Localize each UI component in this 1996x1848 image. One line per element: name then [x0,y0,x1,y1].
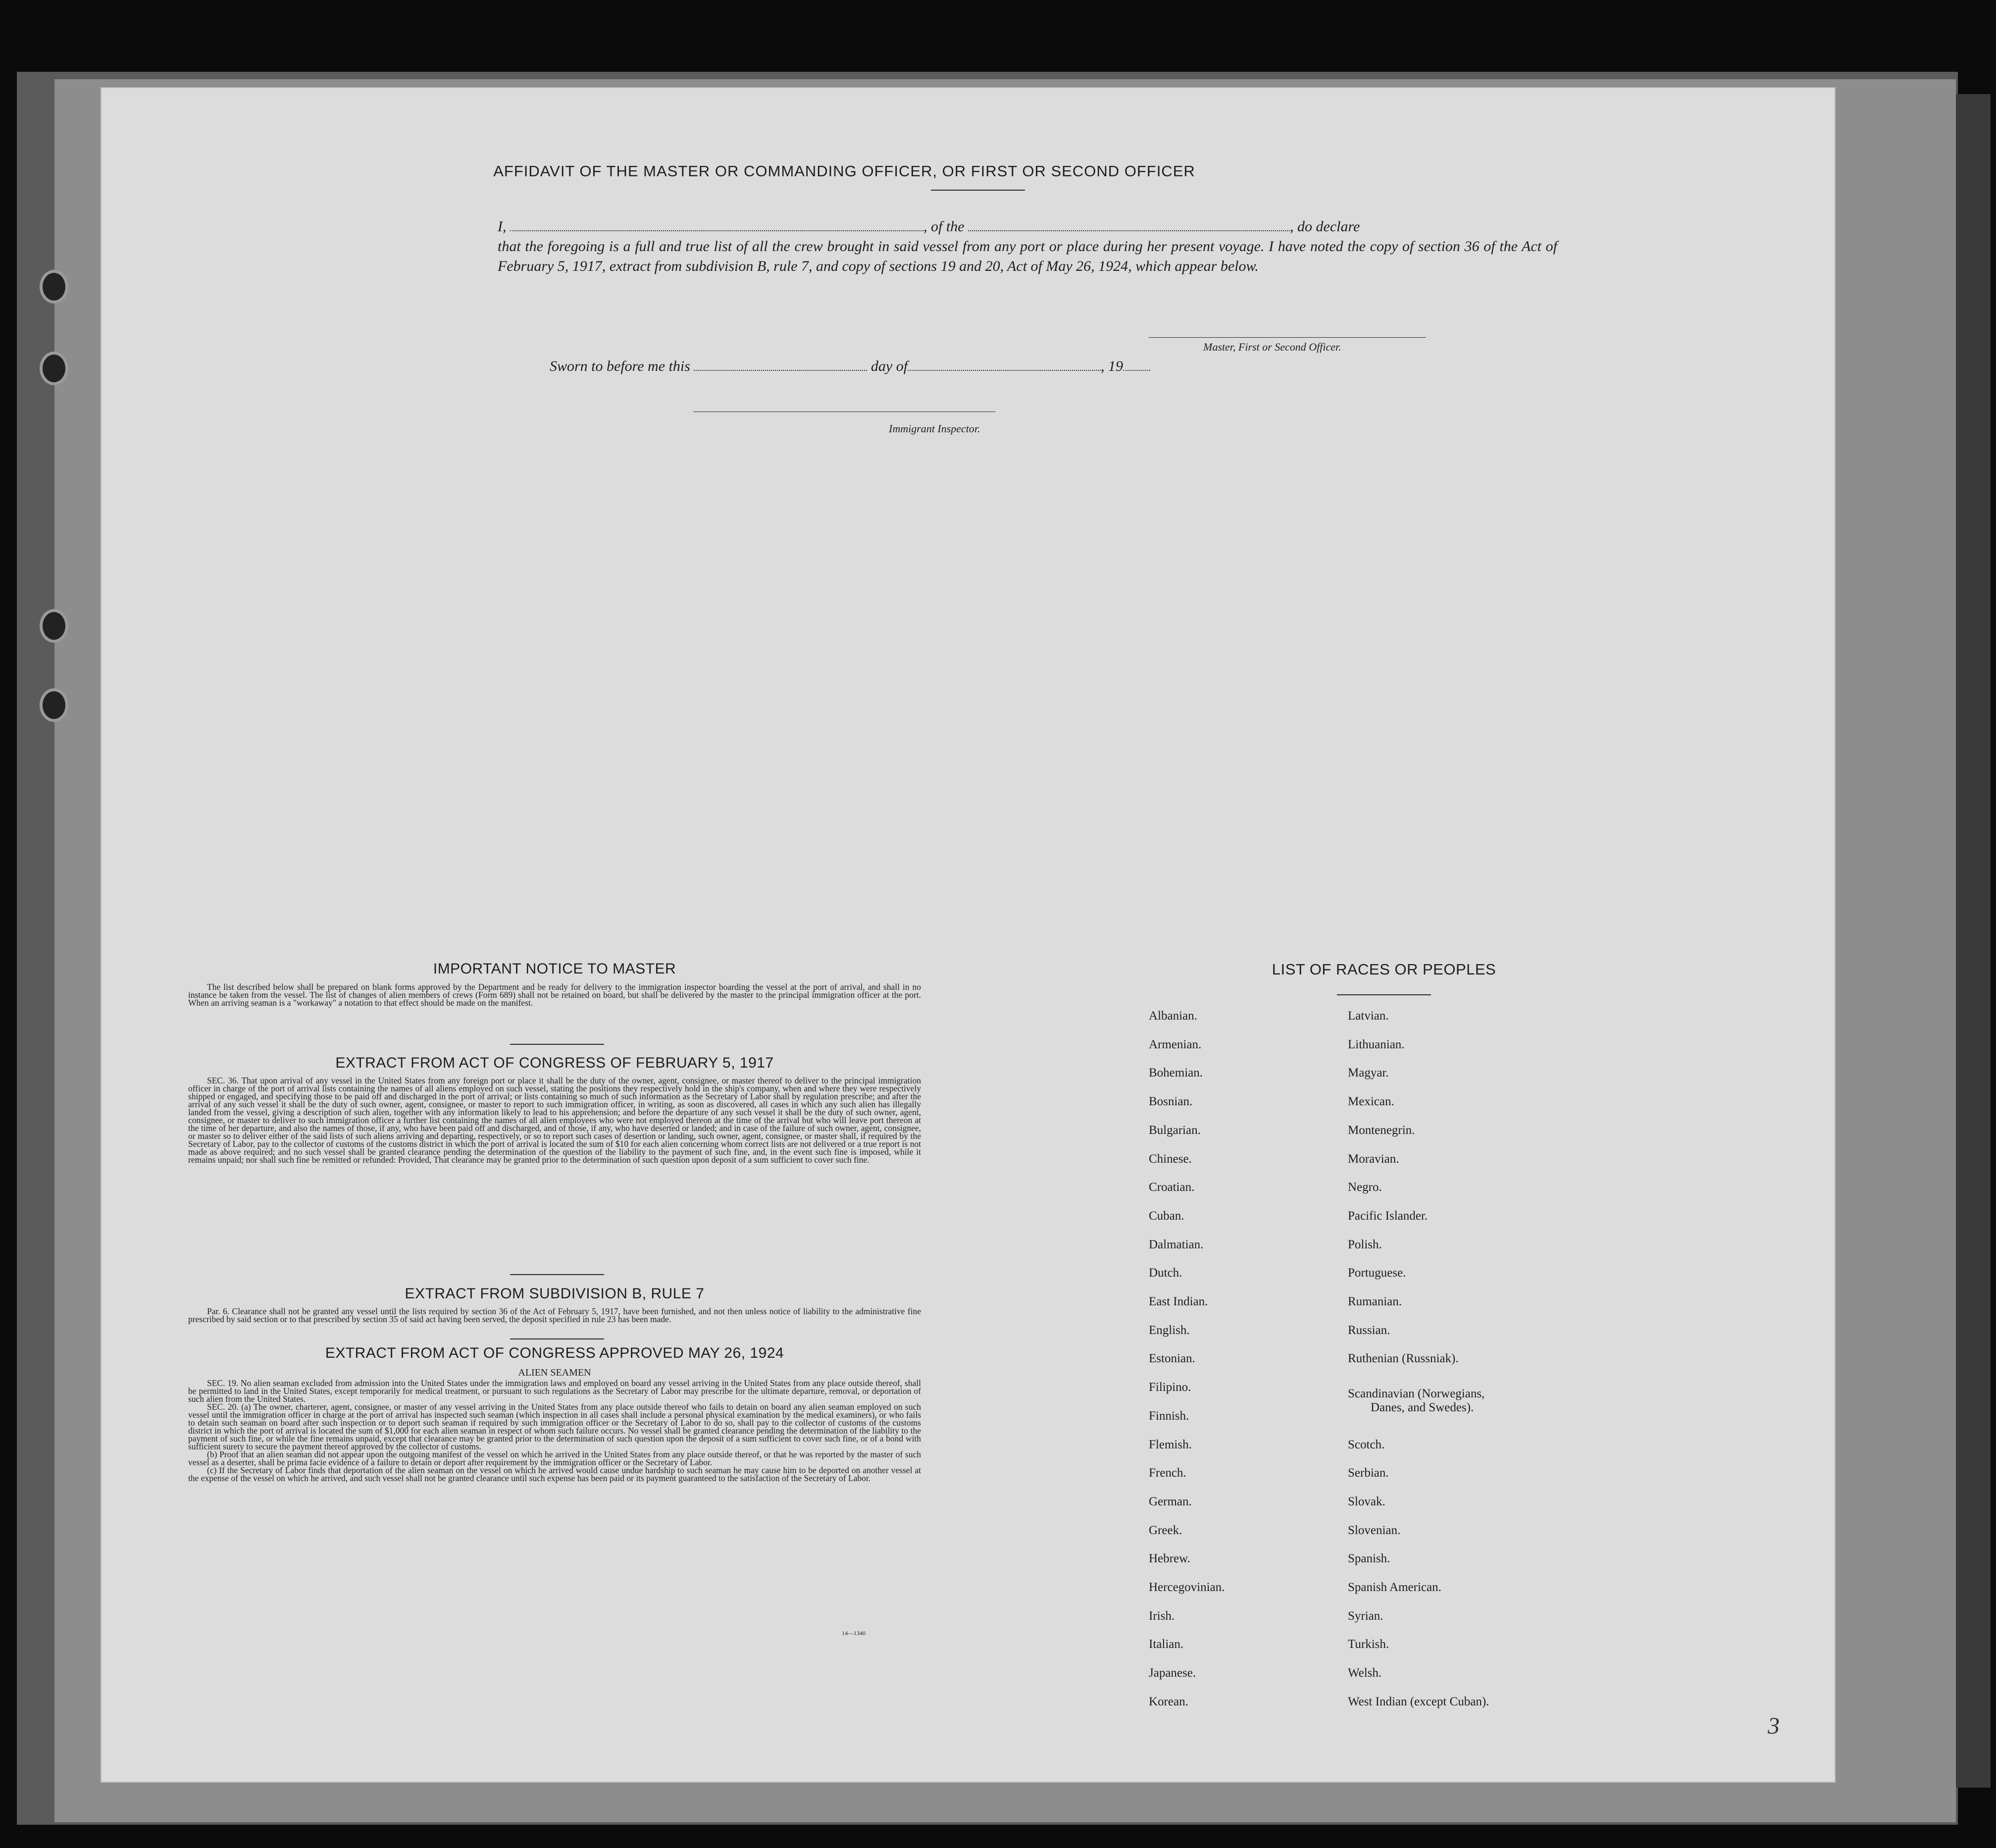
section-36-paragraph: SEC. 36. That upon arrival of any vessel in the United States from any foreign port or place it shall be the duty of the owner, agent, consignee, or master thereof to deliver to the principal immigration officer in charge of the port of arrival lists containing the names of all aliens employed on such vessel, stating the positions they respectively hold in the ship's company, when and where they were respectively shipped or engaged, and specifying those to be paid off and discharged in the port of arrival; or lists containing so much of such information as the Secretary of Labor shall by regulation prescribe; and after the arrival of any such vessel it shall be the duty of such owner, agent, consignee, or master to report to such immigration officer, in writing, as soon as discovered, all cases in which any such alien has illegally landed from the vessel, giving a description of such alien, together with any information likely to lead to his apprehension; and before the departure of any such vessel it shall be the duty of such owner, agent, consignee, or master to deliver to such immigration officer a further list containing the names of all alien employees who were not employed thereon at the time of the arrival but who will leave port thereon at the time of her departure, and also the names of those, if any, who have been paid off and discharged, and of those, if any, who have deserted or landed; and in case of the failure of such owner, agent, consignee, or master so to deliver either of the said lists of such aliens arriving and departing, respectively, or so to report such cases of desertion or landing, such owner, agent, consignee, or master shall, if required by the Secretary of Labor, pay to the collector of customs of the customs district in which the port of arrival is located the sum of $10 for each alien concerning whom correct lists are not delivered or a true report is not made as above required; and no such vessel shall be granted clearance pending the determination of the question of the liability to the payment of such fine, and, in the event such fine is imposed, while it remains unpaid; nor shall such fine be remitted or refunded: Provided, That clearance may be granted prior to the determination of such question upon deposit of a sum sufficient to cover such fine. [188,1076,921,1165]
divider [510,1338,604,1339]
race-item: French. [1149,1466,1186,1480]
race-item: Bulgarian. [1149,1124,1201,1137]
year-blank [1123,358,1150,371]
race-item: Dutch. [1149,1266,1182,1280]
race-item: Polish. [1348,1238,1382,1251]
race-item: Albanian. [1149,1009,1197,1023]
race-item: Latvian. [1348,1009,1389,1023]
race-item: Mexican. [1348,1095,1394,1108]
section-20b-paragraph: (b) Proof that an alien seaman did not appear upon the outgoing manifest of the vessel on which he arrived in the United States from any place outside thereof, or that he was reported by the master of such vessel as a deserter, shall be prima facie evidence of a failure to detain or deport after requirement by the immigration officer or the Secretary of Labor. [188,1449,921,1467]
race-item: Pacific Islander. [1348,1209,1428,1223]
binder-hole [40,688,68,722]
race-item: Bohemian. [1149,1066,1203,1079]
inspector-label: Immigrant Inspector. [889,422,980,435]
do-declare-label: , do declare [1290,218,1360,235]
race-item: Dalmatian. [1149,1238,1204,1251]
race-item: Rumanian. [1348,1295,1402,1308]
section-20c-paragraph: (c) If the Secretary of Labor finds that deportation of the alien seaman on the vessel on which he arrived would cause undue hardship to such seaman he may cause him to be deported on another vessel at the expense of the vessel on which he arrived, and such vessel shall not be granted clearance until such expense has been paid or its payment guaranteed to the satisfaction of the Secretary of Labor. [188,1465,921,1483]
year-label: , 19 [1101,358,1124,374]
race-item: Irish. [1149,1609,1175,1623]
race-item: Russian. [1348,1324,1390,1337]
race-item: Magyar. [1348,1066,1389,1079]
inspector-line [693,411,995,412]
race-item: German. [1149,1495,1192,1508]
race-item: Hebrew. [1149,1552,1190,1565]
race-item: Armenian. [1149,1038,1202,1051]
race-item: Greek. [1149,1524,1182,1537]
extract-1917-title: EXTRACT FROM ACT OF CONGRESS OF FEBRUARY 5, 1917 [335,1055,774,1071]
race-item: English. [1149,1324,1190,1337]
race-item: Scotch. [1348,1438,1385,1451]
section-19-paragraph: SEC. 19. No alien seaman excluded from admission into the United States under the immigration laws and employed on board any vessel arriving in the United States from any place outside thereof, shall be permitted to land in the United States, except temporarily for medical treatment, or pursuant to such regulations as the Secretary of Labor may prescribe for the ultimate departure, removal, or deportation of such alien from the United States. [188,1378,921,1404]
of-the-label: , of the [923,218,965,235]
race-item: Syrian. [1348,1609,1383,1623]
race-item: Danes, and Swedes). [1371,1401,1474,1414]
vessel-blank [968,217,1290,231]
races-title: LIST OF RACES OR PEOPLES [1272,961,1496,978]
extract-1924-title: EXTRACT FROM ACT OF CONGRESS APPROVED MAY 26, 1924 [325,1345,784,1361]
race-item: Croatian. [1149,1181,1195,1194]
race-item: West Indian (except Cuban). [1348,1695,1489,1708]
race-item: Scandinavian (Norwegians, [1348,1387,1485,1400]
rule-7-text [188,1307,921,1323]
handwritten-page-number: 3 [1768,1713,1780,1739]
sworn-line [550,358,1150,375]
race-item: Italian. [1149,1638,1184,1651]
race-item: Cuban. [1149,1209,1184,1223]
race-item: Moravian. [1348,1152,1399,1166]
race-item: Finnish. [1149,1409,1189,1423]
race-item: Montenegrin. [1348,1124,1415,1137]
race-item: East Indian. [1149,1295,1208,1308]
extract-1917-text [188,1077,921,1164]
alien-seamen-subtitle: ALIEN SEAMEN [518,1367,591,1378]
rule-7-title: EXTRACT FROM SUBDIVISION B, RULE 7 [405,1285,705,1302]
race-item: Turkish. [1348,1638,1389,1651]
signature-line [1149,337,1426,338]
race-item: Filipino. [1149,1381,1191,1394]
race-item: Lithuanian. [1348,1038,1405,1051]
binder-hole [40,270,68,304]
day-blank [694,358,867,371]
divider [510,1274,604,1275]
section-20a-paragraph: SEC. 20. (a) The owner, charterer, agent, consignee, or master of any vessel arriving in the United States from any place outside thereof who fails to detain on board any alien seaman employed on such vessel until the immigration officer in charge at the port of arrival has inspected such seaman (which inspection in all cases shall include a personal physical examination by the medical examiners), or who fails to detain such seaman on board after such inspection or to deport such seaman if required by such immigration officer or the Secretary of Labor to do so, shall pay to the collector of customs of the customs district in which the port of arrival is located the sum of $1,000 for each alien seaman in respect of whom such failure occurs. No vessel shall be granted clearance pending the determination of the liability to the payment of such fine, or while the fine remains unpaid, except that clearance may be granted prior to the determination of such question upon the deposit of a sum sufficient to cover such fine, or of a bond with sufficient surety to secure the payment thereof approved by the collector of customs. [188,1402,921,1451]
race-item: Slovenian. [1348,1524,1401,1537]
race-item: Flemish. [1149,1438,1192,1451]
name-blank [510,217,923,231]
notice-title: IMPORTANT NOTICE TO MASTER [433,961,676,977]
race-item: Slovak. [1348,1495,1385,1508]
binder-hole [40,609,68,643]
master-signature-label: Master, First or Second Officer. [1203,341,1341,353]
race-item: Spanish American. [1348,1581,1441,1594]
notice-paragraph: The list described below shall be prepared on blank forms approved by the Department and be ready for delivery to the immigration inspector boarding the vessel at the port of arrival, and shall in no instance be taken from the vessel. The list of changes of alien members of crews (Form 689) shall not be retained on board, but shall be delivered by the master to the principal immigration officer at the port. When an arriving seaman is a "workaway" a notation to that effect should be made on the manifest. [188,982,921,1008]
race-item: Spanish. [1348,1552,1390,1565]
divider [510,1044,604,1045]
race-item: Korean. [1149,1695,1188,1708]
notice-text [188,983,921,1007]
race-item: Chinese. [1149,1152,1192,1166]
affidavit-title: AFFIDAVIT OF THE MASTER OR COMMANDING OFFICER, OR FIRST OR SECOND OFFICER [493,162,1195,180]
extract-1924-text [188,1379,921,1482]
binder-hole [40,352,68,385]
day-of-label: day of [870,358,908,374]
race-item: Portuguese. [1348,1266,1406,1280]
race-item: Serbian. [1348,1466,1389,1480]
affidavit-body: that the foregoing is a full and true list of all the crew brought in said vessel from any port or place during her present voyage. I have noted the copy of section 36 of the Act of February 5, 1917, extract from subdivision B, rule 7, and copy of sections 19 and 20, Act of May 26, 1924, which appear below. [498,238,1557,274]
i-label: I, [498,218,507,235]
divider [931,190,1025,191]
month-blank [908,358,1101,371]
race-item: Welsh. [1348,1666,1382,1680]
race-item: Japanese. [1149,1666,1196,1680]
divider [1337,994,1431,995]
race-item: Negro. [1348,1181,1382,1194]
form-number: 14—1340 [842,1630,866,1637]
race-item: Ruthenian (Russniak). [1348,1352,1459,1365]
manifest-page [102,88,1835,1782]
sworn-label: Sworn to before me this [550,358,690,374]
race-item: Bosnian. [1149,1095,1193,1108]
race-item: Estonian. [1149,1352,1195,1365]
affidavit-declaration [498,217,1557,276]
race-item: Hercegovinian. [1149,1581,1225,1594]
rule-7-paragraph: Par. 6. Clearance shall not be granted any vessel until the lists required by section 36 of the Act of February 5, 1917, have been furnished, and not then unless notice of liability to the administrative fine prescribed by said section or to that prescribed by section 35 of said act having been served, the deposit specified in rule 23 has been made. [188,1306,921,1324]
